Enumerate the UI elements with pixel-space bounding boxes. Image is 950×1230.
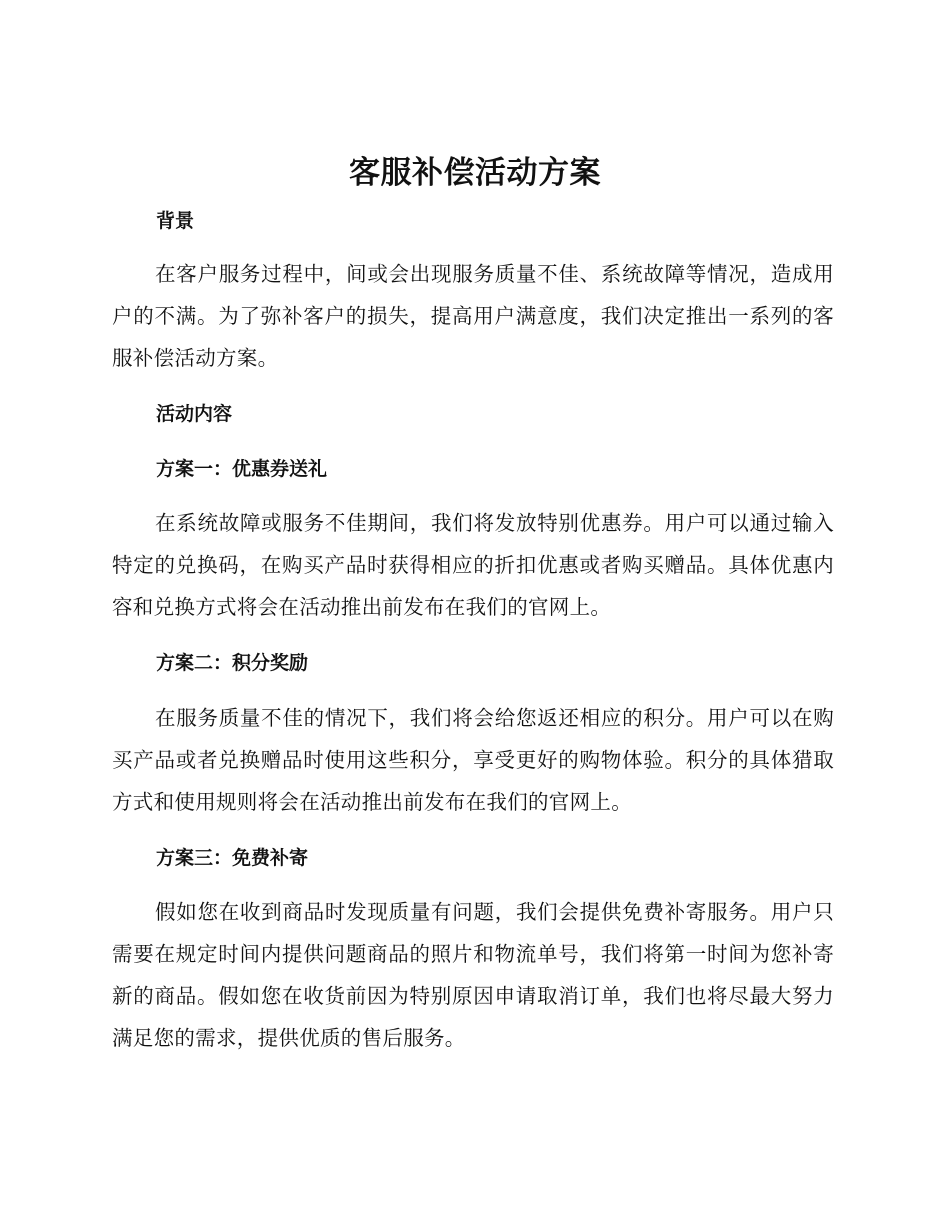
section-heading-plan-1: 方案一：优惠券送礼 bbox=[156, 458, 328, 480]
section-heading-plan-3: 方案三：免费补寄 bbox=[156, 847, 309, 869]
document-title: 客服补偿活动方案 bbox=[349, 155, 601, 191]
section-heading-plan-2: 方案二：积分奖励 bbox=[156, 652, 309, 674]
section-heading-background: 背景 bbox=[156, 210, 195, 232]
paragraph-background: 在客户服务过程中，间或会出现服务质量不佳、系统故障等情况，造成用户的不满。为了弥补客户的损失，提高用户满意度，我们决定推出一系列的客服补偿活动方案。 bbox=[112, 262, 834, 370]
paragraph-plan-3: 假如您在收到商品时发现质量有问题，我们会提供免费补寄服务。用户只需要在规定时间内提供问题商品的照片和物流单号，我们将第一时间为您补寄新的商品。假如您在收货前因为特别原因申请取消订单，我们也将尽最大努力满足您的需求，提供优质的售后服务。 bbox=[112, 900, 834, 1050]
paragraph-plan-1: 在系统故障或服务不佳期间，我们将发放特别优惠券。用户可以通过输入特定的兑换码，在购买产品时获得相应的折扣优惠或者购买赠品。具体优惠内容和兑换方式将会在活动推出前发布在我们的官网上。 bbox=[112, 511, 834, 619]
section-heading-activity-content: 活动内容 bbox=[156, 403, 233, 425]
paragraph-plan-2: 在服务质量不佳的情况下，我们将会给您返还相应的积分。用户可以在购买产品或者兑换赠品时使用这些积分，享受更好的购物体验。积分的具体猎取方式和使用规则将会在活动推出前发布在我们的官网上。 bbox=[112, 706, 834, 814]
